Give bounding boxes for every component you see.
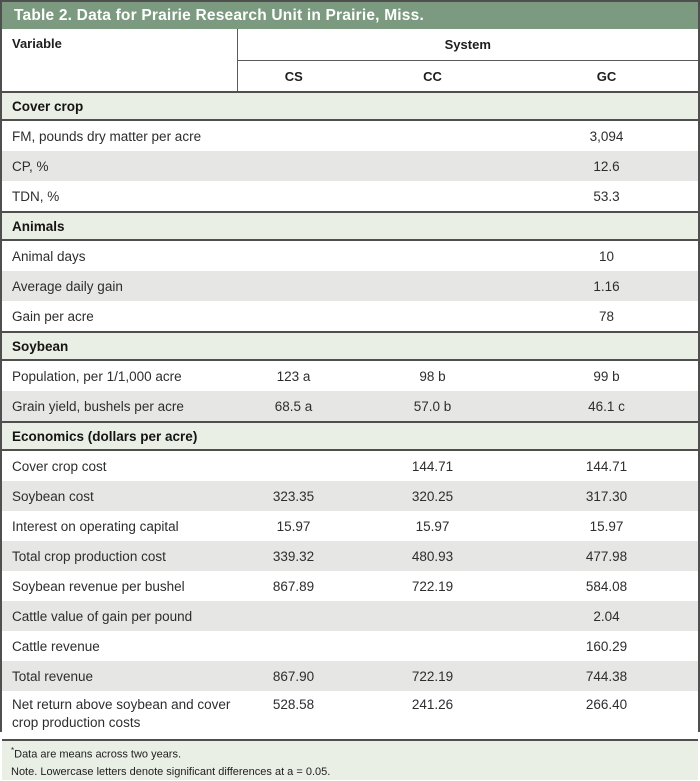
cell-value (350, 271, 515, 301)
cell-value (237, 631, 350, 661)
footnote-means: *Data are means across two years. (11, 746, 182, 761)
cell-value: 584.08 (515, 571, 698, 601)
section-title: Soybean (2, 332, 698, 360)
cell-value (237, 271, 350, 301)
cell-value: 722.19 (350, 571, 515, 601)
row-label: TDN, % (2, 181, 237, 212)
table-row (2, 571, 698, 601)
row-label: Cattle revenue (2, 631, 237, 661)
section-header-row (2, 212, 698, 240)
cell-value (237, 181, 350, 212)
cell-value: 68.5 a (237, 391, 350, 422)
cell-value: 867.89 (237, 571, 350, 601)
row-label: Total revenue (2, 661, 237, 691)
table-header (2, 29, 698, 92)
cell-value: 10 (515, 240, 698, 271)
cell-value (237, 240, 350, 271)
cell-value: 78 (515, 301, 698, 332)
cell-value: 480.93 (350, 541, 515, 571)
cell-value: 744.38 (515, 661, 698, 691)
row-label: Grain yield, bushels per acre (2, 391, 237, 422)
cell-value (237, 120, 350, 151)
cell-value: 867.90 (237, 661, 350, 691)
row-label: CP, % (2, 151, 237, 181)
cell-value: 477.98 (515, 541, 698, 571)
row-label: Population, per 1/1,000 acre (2, 360, 237, 391)
row-label: Soybean revenue per bushel (2, 571, 237, 601)
footnotes (2, 739, 698, 780)
cell-value: 528.58 (237, 691, 350, 739)
cell-value: 15.97 (350, 511, 515, 541)
cell-value: 57.0 b (350, 391, 515, 422)
row-label: Net return above soybean and cover crop production costs (2, 691, 237, 739)
table-row (2, 240, 698, 271)
section-title: Economics (dollars per acre) (2, 422, 698, 450)
cell-value: 98 b (350, 360, 515, 391)
table-row (2, 601, 698, 631)
row-label: Cover crop cost (2, 450, 237, 481)
data-table (2, 29, 698, 739)
table-row (2, 661, 698, 691)
cell-value: 99 b (515, 360, 698, 391)
cell-value (237, 450, 350, 481)
cell-value: 53.3 (515, 181, 698, 212)
cell-value (350, 301, 515, 332)
table-row (2, 301, 698, 332)
cell-value: 2.04 (515, 601, 698, 631)
table-row (2, 631, 698, 661)
table-row (2, 450, 698, 481)
footnote-asterisk: * (11, 746, 15, 755)
cell-value: 123 a (237, 360, 350, 391)
cell-value: 339.32 (237, 541, 350, 571)
cell-value (350, 631, 515, 661)
row-label: Interest on operating capital (2, 511, 237, 541)
cell-value: 241.26 (350, 691, 515, 739)
row-label: Gain per acre (2, 301, 237, 332)
cell-value (350, 601, 515, 631)
cell-value (350, 120, 515, 151)
cell-value: 320.25 (350, 481, 515, 511)
table-title: Table 2. Data for Prairie Research Unit in Prairie, Miss. (2, 2, 698, 29)
row-label: Average daily gain (2, 271, 237, 301)
cell-value: 317.30 (515, 481, 698, 511)
section-title: Animals (2, 212, 698, 240)
cell-value: 323.35 (237, 481, 350, 511)
table-row (2, 391, 698, 422)
cell-value: 144.71 (515, 450, 698, 481)
table-row (2, 541, 698, 571)
row-label: Soybean cost (2, 481, 237, 511)
cell-value (350, 181, 515, 212)
table-row (2, 181, 698, 212)
cell-value (237, 301, 350, 332)
cell-value (237, 601, 350, 631)
cell-value: 1.16 (515, 271, 698, 301)
column-header-gc: GC (515, 61, 698, 93)
cell-value: 722.19 (350, 661, 515, 691)
section-header-row (2, 92, 698, 120)
cell-value: 266.40 (515, 691, 698, 739)
row-label: Total crop production cost (2, 541, 237, 571)
cell-value: 12.6 (515, 151, 698, 181)
section-header-row (2, 332, 698, 360)
column-header-system: System (237, 29, 698, 61)
table-row (2, 120, 698, 151)
table-row (2, 360, 698, 391)
section-title: Cover crop (2, 92, 698, 120)
cell-value (350, 151, 515, 181)
cell-value: 160.29 (515, 631, 698, 661)
cell-value: 3,094 (515, 120, 698, 151)
table-row (2, 511, 698, 541)
table-row (2, 271, 698, 301)
cell-value: 15.97 (515, 511, 698, 541)
cell-value: 15.97 (237, 511, 350, 541)
header-row-system (2, 29, 698, 61)
table-row (2, 691, 698, 739)
cell-value (237, 151, 350, 181)
column-header-cc: CC (350, 61, 515, 93)
cell-value (350, 240, 515, 271)
table-row (2, 151, 698, 181)
row-label: Cattle value of gain per pound (2, 601, 237, 631)
footnote-significance: Note. Lowercase letters denote significant differences at a = 0.05. (11, 765, 331, 778)
row-label: FM, pounds dry matter per acre (2, 120, 237, 151)
section-header-row (2, 422, 698, 450)
table-row (2, 481, 698, 511)
cell-value: 46.1 c (515, 391, 698, 422)
table-body (2, 92, 698, 739)
cell-value: 144.71 (350, 450, 515, 481)
row-label: Animal days (2, 240, 237, 271)
column-header-variable: Variable (2, 29, 237, 92)
column-header-cs: CS (237, 61, 350, 93)
